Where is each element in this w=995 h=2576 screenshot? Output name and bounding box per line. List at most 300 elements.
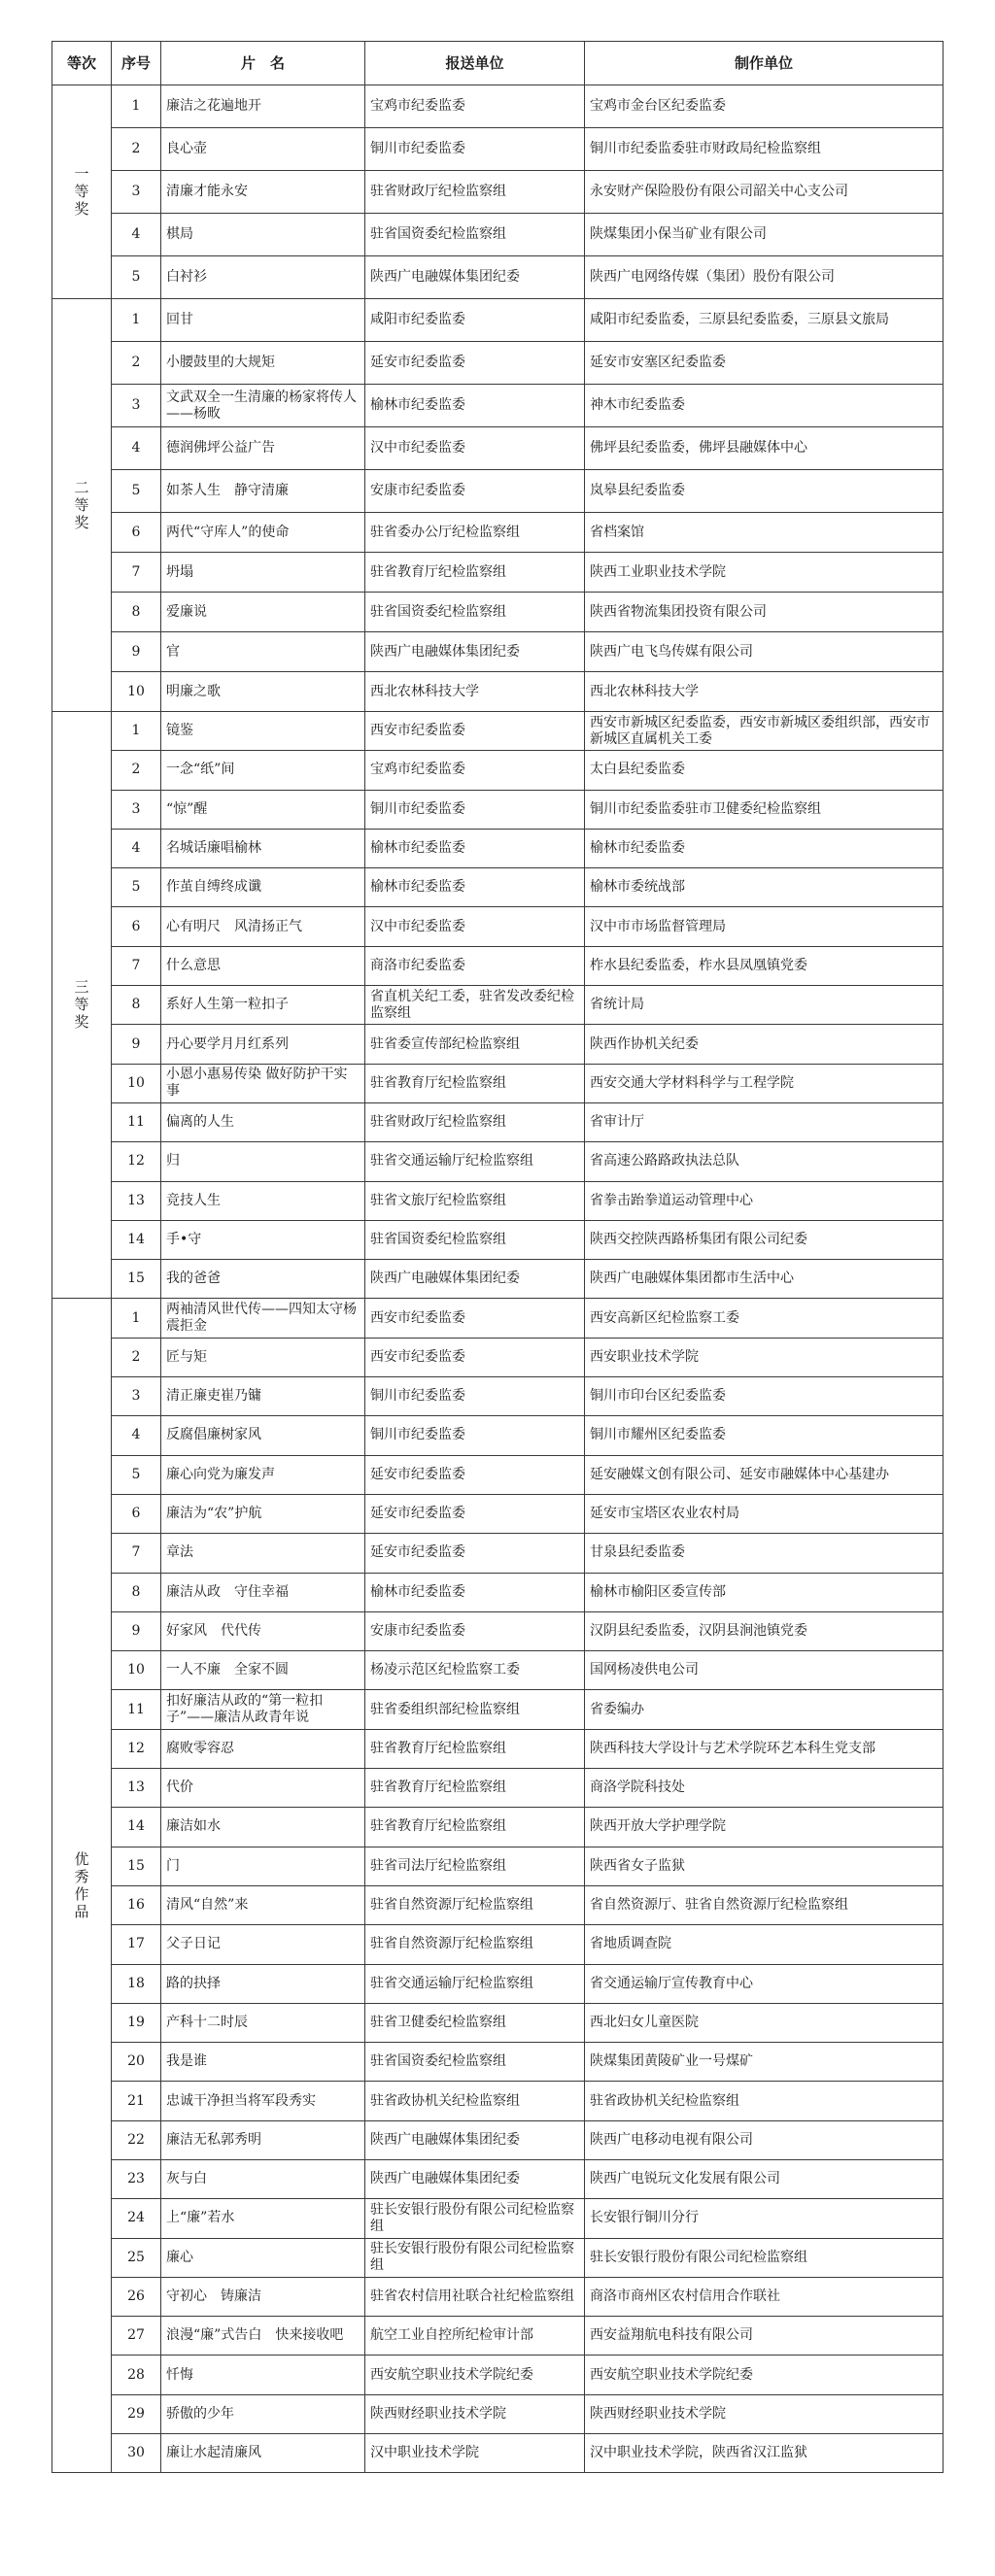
no-cell: 9 xyxy=(112,1611,161,1650)
table-row xyxy=(52,2003,944,2042)
producer-cell: 铜川市纪委监委驻市卫健委纪检监察组 xyxy=(585,790,944,829)
no-cell: 5 xyxy=(112,1455,161,1494)
title-cell: 偏离的人生 xyxy=(161,1102,365,1141)
title-cell: 廉洁无私郭秀明 xyxy=(161,2120,365,2159)
title-cell: 忠诚干净担当将军段秀实 xyxy=(161,2082,365,2120)
table-row xyxy=(52,907,944,946)
submitter-cell: 西北农林科技大学 xyxy=(365,672,585,712)
submitter-cell: 延安市纪委监委 xyxy=(365,1455,585,1494)
producer-cell: 陕西科技大学设计与艺术学院环艺本科生党支部 xyxy=(585,1729,944,1768)
no-cell: 6 xyxy=(112,907,161,946)
producer-cell: 永安财产保险股份有限公司韶关中心支公司 xyxy=(585,171,944,214)
producer-cell: 甘泉县纪委监委 xyxy=(585,1534,944,1573)
submitter-cell: 驻长安银行股份有限公司纪检监察组 xyxy=(365,2199,585,2238)
rank-label: 三等奖 xyxy=(74,978,89,1032)
table-row xyxy=(52,1651,944,1690)
title-cell: 我是谁 xyxy=(161,2043,365,2082)
table-row xyxy=(52,946,944,985)
submitter-cell: 驻省教育厅纪检监察组 xyxy=(365,1769,585,1808)
no-cell: 16 xyxy=(112,1885,161,1924)
no-cell: 15 xyxy=(112,1260,161,1299)
submitter-cell: 西安市纪委监委 xyxy=(365,712,585,751)
no-cell: 6 xyxy=(112,1494,161,1533)
producer-cell: 太白县纪委监委 xyxy=(585,751,944,790)
title-cell: 廉让水起清廉风 xyxy=(161,2434,365,2473)
producer-cell: 省拳击跆拳道运动管理中心 xyxy=(585,1181,944,1220)
submitter-cell: 驻省国资委纪检监察组 xyxy=(365,1220,585,1259)
submitter-cell: 汉中职业技术学院 xyxy=(365,2434,585,2473)
title-cell: 廉洁之花遍地开 xyxy=(161,85,365,128)
submitter-cell: 驻省教育厅纪检监察组 xyxy=(365,1729,585,1768)
producer-cell: 铜川市耀州区纪委监委 xyxy=(585,1416,944,1455)
no-cell: 5 xyxy=(112,470,161,513)
submitter-cell: 咸阳市纪委监委 xyxy=(365,299,585,342)
no-cell: 10 xyxy=(112,1064,161,1102)
title-cell: 良心壶 xyxy=(161,128,365,171)
producer-cell: 省高速公路路政执法总队 xyxy=(585,1142,944,1181)
submitter-cell: 驻省国资委纪检监察组 xyxy=(365,2043,585,2082)
producer-cell: 陕西广电移动电视有限公司 xyxy=(585,2120,944,2159)
table-row xyxy=(52,1377,944,1416)
submitter-cell: 驻省财政厅纪检监察组 xyxy=(365,1102,585,1141)
table-row xyxy=(52,2394,944,2433)
title-cell: 灰与白 xyxy=(161,2159,365,2198)
table-row xyxy=(52,1847,944,1885)
table-row xyxy=(52,513,944,553)
title-cell: 坍塌 xyxy=(161,553,365,593)
table-row xyxy=(52,751,944,790)
table-row xyxy=(52,1064,944,1102)
title-cell: 两代“守库人”的使命 xyxy=(161,513,365,553)
title-cell: 廉洁从政 守住幸福 xyxy=(161,1573,365,1611)
no-cell: 6 xyxy=(112,513,161,553)
producer-cell: 西安益翔航电科技有限公司 xyxy=(585,2317,944,2356)
table-row xyxy=(52,1494,944,1533)
no-cell: 9 xyxy=(112,632,161,672)
producer-cell: 陕煤集团小保当矿业有限公司 xyxy=(585,214,944,256)
table-row xyxy=(52,299,944,342)
table-row xyxy=(52,1102,944,1141)
submitter-cell: 陕西广电融媒体集团纪委 xyxy=(365,256,585,299)
submitter-cell: 榆林市纪委监委 xyxy=(365,1573,585,1611)
producer-cell: 西安航空职业技术学院纪委 xyxy=(585,2356,944,2394)
title-cell: 忏悔 xyxy=(161,2356,365,2394)
no-cell: 1 xyxy=(112,85,161,128)
submitter-cell: 西安市纪委监委 xyxy=(365,1299,585,1338)
no-cell: 8 xyxy=(112,593,161,632)
producer-cell: 陕西交控陕西路桥集团有限公司纪委 xyxy=(585,1220,944,1259)
submitter-cell: 驻省交通运输厅纪检监察组 xyxy=(365,1964,585,2003)
table-row xyxy=(52,171,944,214)
table-row xyxy=(52,2317,944,2356)
table-row xyxy=(52,2159,944,2198)
submitter-cell: 安康市纪委监委 xyxy=(365,1611,585,1650)
no-cell: 1 xyxy=(112,1299,161,1338)
title-cell: 作茧自缚终成谶 xyxy=(161,868,365,907)
table-row xyxy=(52,1769,944,1808)
submitter-cell: 西安市纪委监委 xyxy=(365,1338,585,1376)
no-cell: 8 xyxy=(112,986,161,1025)
submitter-cell: 延安市纪委监委 xyxy=(365,1494,585,1533)
submitter-cell: 驻省教育厅纪检监察组 xyxy=(365,1808,585,1847)
table-row xyxy=(52,712,944,751)
no-cell: 10 xyxy=(112,672,161,712)
header-producer: 制作单位 xyxy=(585,42,944,85)
submitter-cell: 宝鸡市纪委监委 xyxy=(365,85,585,128)
submitter-cell: 杨凌示范区纪检监察工委 xyxy=(365,1651,585,1690)
producer-cell: 岚皋县纪委监委 xyxy=(585,470,944,513)
no-cell: 7 xyxy=(112,553,161,593)
no-cell: 26 xyxy=(112,2277,161,2316)
submitter-cell: 驻省卫健委纪检监察组 xyxy=(365,2003,585,2042)
header-title: 片 名 xyxy=(161,42,365,85)
no-cell: 27 xyxy=(112,2317,161,2356)
title-cell: 清风“自然”来 xyxy=(161,1885,365,1924)
table-row xyxy=(52,85,944,128)
table-row xyxy=(52,1808,944,1847)
producer-cell: 宝鸡市金台区纪委监委 xyxy=(585,85,944,128)
title-cell: 文武双全一生清廉的杨家将传人——杨畋 xyxy=(161,385,365,427)
submitter-cell: 驻长安银行股份有限公司纪检监察组 xyxy=(365,2238,585,2277)
producer-cell: 商洛市商州区农村信用合作联社 xyxy=(585,2277,944,2316)
submitter-cell: 陕西广电融媒体集团纪委 xyxy=(365,1260,585,1299)
producer-cell: 省地质调查院 xyxy=(585,1925,944,1964)
no-cell: 18 xyxy=(112,1964,161,2003)
title-cell: 匠与矩 xyxy=(161,1338,365,1376)
submitter-cell: 驻省自然资源厅纪检监察组 xyxy=(365,1885,585,1924)
title-cell: 回甘 xyxy=(161,299,365,342)
submitter-cell: 铜川市纪委监委 xyxy=(365,790,585,829)
producer-cell: 西安高新区纪检监察工委 xyxy=(585,1299,944,1338)
header-row xyxy=(52,42,944,85)
submitter-cell: 驻省文旅厅纪检监察组 xyxy=(365,1181,585,1220)
awards-table xyxy=(51,41,944,2473)
table-row xyxy=(52,1729,944,1768)
title-cell: 什么意思 xyxy=(161,946,365,985)
submitter-cell: 驻省委宣传部纪检监察组 xyxy=(365,1025,585,1064)
submitter-cell: 驻省农村信用社联合社纪检监察组 xyxy=(365,2277,585,2316)
no-cell: 30 xyxy=(112,2434,161,2473)
title-cell: 骄傲的少年 xyxy=(161,2394,365,2433)
no-cell: 13 xyxy=(112,1181,161,1220)
table-row xyxy=(52,1925,944,1964)
no-cell: 3 xyxy=(112,1377,161,1416)
title-cell: 章法 xyxy=(161,1534,365,1573)
no-cell: 2 xyxy=(112,751,161,790)
header-rank: 等次 xyxy=(52,42,112,85)
no-cell: 1 xyxy=(112,299,161,342)
no-cell: 4 xyxy=(112,214,161,256)
title-cell: 手•守 xyxy=(161,1220,365,1259)
title-cell: 明廉之歌 xyxy=(161,672,365,712)
title-cell: 清廉才能永安 xyxy=(161,171,365,214)
title-cell: 系好人生第一粒扣子 xyxy=(161,986,365,1025)
awards-body xyxy=(52,85,944,2473)
no-cell: 5 xyxy=(112,256,161,299)
no-cell: 2 xyxy=(112,1338,161,1376)
no-cell: 5 xyxy=(112,868,161,907)
rank-group-cell xyxy=(52,712,112,1299)
table-row xyxy=(52,128,944,171)
no-cell: 7 xyxy=(112,1534,161,1573)
rank-group-cell xyxy=(52,1299,112,2473)
producer-cell: 陕西广电网络传媒（集团）股份有限公司 xyxy=(585,256,944,299)
submitter-cell: 陕西广电融媒体集团纪委 xyxy=(365,2159,585,2198)
submitter-cell: 驻省司法厅纪检监察组 xyxy=(365,1847,585,1885)
producer-cell: 驻长安银行股份有限公司纪检监察组 xyxy=(585,2238,944,2277)
header-submitter: 报送单位 xyxy=(365,42,585,85)
title-cell: 浪漫“廉”式告白 快来接收吧 xyxy=(161,2317,365,2356)
rank-group-cell xyxy=(52,299,112,712)
producer-cell: 省统计局 xyxy=(585,986,944,1025)
submitter-cell: 陕西广电融媒体集团纪委 xyxy=(365,2120,585,2159)
producer-cell: 西安职业技术学院 xyxy=(585,1338,944,1376)
title-cell: 白衬衫 xyxy=(161,256,365,299)
submitter-cell: 榆林市纪委监委 xyxy=(365,829,585,867)
table-row xyxy=(52,1573,944,1611)
submitter-cell: 驻省财政厅纪检监察组 xyxy=(365,171,585,214)
no-cell: 14 xyxy=(112,1808,161,1847)
producer-cell: 商洛学院科技处 xyxy=(585,1769,944,1808)
title-cell: 门 xyxy=(161,1847,365,1885)
producer-cell: 佛坪县纪委监委，佛坪县融媒体中心 xyxy=(585,427,944,470)
no-cell: 4 xyxy=(112,1416,161,1455)
producer-cell: 铜川市印台区纪委监委 xyxy=(585,1377,944,1416)
no-cell: 11 xyxy=(112,1690,161,1729)
no-cell: 12 xyxy=(112,1729,161,1768)
table-row xyxy=(52,1142,944,1181)
title-cell: 廉心向党为廉发声 xyxy=(161,1455,365,1494)
table-row xyxy=(52,2120,944,2159)
producer-cell: 驻省政协机关纪检监察组 xyxy=(585,2082,944,2120)
title-cell: 两袖清风世代传——四知太守杨震拒金 xyxy=(161,1299,365,1338)
table-row xyxy=(52,427,944,470)
table-row xyxy=(52,868,944,907)
no-cell: 2 xyxy=(112,342,161,385)
no-cell: 8 xyxy=(112,1573,161,1611)
title-cell: 父子日记 xyxy=(161,1925,365,1964)
no-cell: 2 xyxy=(112,128,161,171)
rank-group-cell xyxy=(52,85,112,299)
table-row xyxy=(52,2043,944,2082)
producer-cell: 咸阳市纪委监委，三原县纪委监委，三原县文旅局 xyxy=(585,299,944,342)
title-cell: 竞技人生 xyxy=(161,1181,365,1220)
no-cell: 23 xyxy=(112,2159,161,2198)
producer-cell: 陕西广电飞鸟传媒有限公司 xyxy=(585,632,944,672)
submitter-cell: 榆林市纪委监委 xyxy=(365,868,585,907)
table-row xyxy=(52,2238,944,2277)
producer-cell: 延安市安塞区纪委监委 xyxy=(585,342,944,385)
submitter-cell: 驻省国资委纪检监察组 xyxy=(365,214,585,256)
title-cell: 路的抉择 xyxy=(161,1964,365,2003)
submitter-cell: 驻省委组织部纪检监察组 xyxy=(365,1690,585,1729)
producer-cell: 省委编办 xyxy=(585,1690,944,1729)
title-cell: 廉心 xyxy=(161,2238,365,2277)
submitter-cell: 驻省国资委纪检监察组 xyxy=(365,593,585,632)
title-cell: “惊”醒 xyxy=(161,790,365,829)
submitter-cell: 延安市纪委监委 xyxy=(365,1534,585,1573)
title-cell: 我的爸爸 xyxy=(161,1260,365,1299)
title-cell: 廉洁如水 xyxy=(161,1808,365,1847)
table-row xyxy=(52,986,944,1025)
no-cell: 24 xyxy=(112,2199,161,2238)
producer-cell: 铜川市纪委监委驻市财政局纪检监察组 xyxy=(585,128,944,171)
submitter-cell: 西安航空职业技术学院纪委 xyxy=(365,2356,585,2394)
title-cell: 代价 xyxy=(161,1769,365,1808)
rank-label: 优秀作品 xyxy=(74,1849,89,1920)
submitter-cell: 铜川市纪委监委 xyxy=(365,1377,585,1416)
no-cell: 4 xyxy=(112,829,161,867)
producer-cell: 西北农林科技大学 xyxy=(585,672,944,712)
no-cell: 14 xyxy=(112,1220,161,1259)
table-row xyxy=(52,1455,944,1494)
title-cell: 名城话廉唱榆林 xyxy=(161,829,365,867)
title-cell: 归 xyxy=(161,1142,365,1181)
no-cell: 11 xyxy=(112,1102,161,1141)
no-cell: 20 xyxy=(112,2043,161,2082)
title-cell: 廉洁为“农”护航 xyxy=(161,1494,365,1533)
no-cell: 10 xyxy=(112,1651,161,1690)
no-cell: 7 xyxy=(112,946,161,985)
submitter-cell: 铜川市纪委监委 xyxy=(365,128,585,171)
table-row xyxy=(52,1181,944,1220)
producer-cell: 延安市宝塔区农业农村局 xyxy=(585,1494,944,1533)
no-cell: 19 xyxy=(112,2003,161,2042)
producer-cell: 榆林市委统战部 xyxy=(585,868,944,907)
title-cell: 一人不廉 全家不圆 xyxy=(161,1651,365,1690)
table-row xyxy=(52,672,944,712)
header-no: 序号 xyxy=(112,42,161,85)
table-row xyxy=(52,1299,944,1338)
title-cell: 爱廉说 xyxy=(161,593,365,632)
producer-cell: 陕西作协机关纪委 xyxy=(585,1025,944,1064)
submitter-cell: 航空工业自控所纪检审计部 xyxy=(365,2317,585,2356)
title-cell: 守初心 铸廉洁 xyxy=(161,2277,365,2316)
table-row xyxy=(52,342,944,385)
table-row xyxy=(52,1338,944,1376)
no-cell: 12 xyxy=(112,1142,161,1181)
table-row xyxy=(52,2356,944,2394)
title-cell: 官 xyxy=(161,632,365,672)
producer-cell: 陕煤集团黄陵矿业一号煤矿 xyxy=(585,2043,944,2082)
producer-cell: 陕西开放大学护理学院 xyxy=(585,1808,944,1847)
submitter-cell: 汉中市纪委监委 xyxy=(365,427,585,470)
title-cell: 棋局 xyxy=(161,214,365,256)
producer-cell: 长安银行铜川分行 xyxy=(585,2199,944,2238)
title-cell: 德润佛坪公益广告 xyxy=(161,427,365,470)
producer-cell: 陕西省女子监狱 xyxy=(585,1847,944,1885)
producer-cell: 国网杨凌供电公司 xyxy=(585,1651,944,1690)
no-cell: 3 xyxy=(112,385,161,427)
table-row xyxy=(52,385,944,427)
title-cell: 镜鉴 xyxy=(161,712,365,751)
no-cell: 3 xyxy=(112,171,161,214)
submitter-cell: 宝鸡市纪委监委 xyxy=(365,751,585,790)
title-cell: 腐败零容忍 xyxy=(161,1729,365,1768)
producer-cell: 西北妇女儿童医院 xyxy=(585,2003,944,2042)
title-cell: 扣好廉洁从政的“第一粒扣子”——廉洁从政青年说 xyxy=(161,1690,365,1729)
producer-cell: 西安交通大学材料科学与工程学院 xyxy=(585,1064,944,1102)
no-cell: 15 xyxy=(112,1847,161,1885)
table-row xyxy=(52,1534,944,1573)
producer-cell: 西安市新城区纪委监委，西安市新城区委组织部，西安市新城区直属机关工委 xyxy=(585,712,944,751)
table-row xyxy=(52,632,944,672)
title-cell: 好家风 代代传 xyxy=(161,1611,365,1650)
producer-cell: 汉中职业技术学院，陕西省汉江监狱 xyxy=(585,2434,944,2473)
submitter-cell: 安康市纪委监委 xyxy=(365,470,585,513)
submitter-cell: 榆林市纪委监委 xyxy=(365,385,585,427)
producer-cell: 省交通运输厅宣传教育中心 xyxy=(585,1964,944,2003)
submitter-cell: 驻省教育厅纪检监察组 xyxy=(365,1064,585,1102)
table-row xyxy=(52,1416,944,1455)
rank-label: 一等奖 xyxy=(74,165,89,218)
producer-cell: 省档案馆 xyxy=(585,513,944,553)
producer-cell: 陕西广电锐玩文化发展有限公司 xyxy=(585,2159,944,2198)
table-row xyxy=(52,553,944,593)
no-cell: 4 xyxy=(112,427,161,470)
submitter-cell: 铜川市纪委监委 xyxy=(365,1416,585,1455)
producer-cell: 陕西广电融媒体集团都市生活中心 xyxy=(585,1260,944,1299)
no-cell: 9 xyxy=(112,1025,161,1064)
title-cell: 小腰鼓里的大规矩 xyxy=(161,342,365,385)
title-cell: 丹心要学月月红系列 xyxy=(161,1025,365,1064)
title-cell: 清正廉吏崔乃镛 xyxy=(161,1377,365,1416)
title-cell: 如茶人生 静守清廉 xyxy=(161,470,365,513)
no-cell: 17 xyxy=(112,1925,161,1964)
producer-cell: 榆林市榆阳区委宣传部 xyxy=(585,1573,944,1611)
table-row xyxy=(52,2199,944,2238)
submitter-cell: 省直机关纪工委，驻省发改委纪检监察组 xyxy=(365,986,585,1025)
no-cell: 22 xyxy=(112,2120,161,2159)
no-cell: 25 xyxy=(112,2238,161,2277)
producer-cell: 汉中市市场监督管理局 xyxy=(585,907,944,946)
table-row xyxy=(52,256,944,299)
producer-cell: 省审计厅 xyxy=(585,1102,944,1141)
no-cell: 3 xyxy=(112,790,161,829)
table-row xyxy=(52,2277,944,2316)
producer-cell: 陕西省物流集团投资有限公司 xyxy=(585,593,944,632)
producer-cell: 陕西工业职业技术学院 xyxy=(585,553,944,593)
submitter-cell: 延安市纪委监委 xyxy=(365,342,585,385)
no-cell: 13 xyxy=(112,1769,161,1808)
table-row xyxy=(52,214,944,256)
table-row xyxy=(52,2082,944,2120)
title-cell: 一念“纸”间 xyxy=(161,751,365,790)
submitter-cell: 商洛市纪委监委 xyxy=(365,946,585,985)
table-row xyxy=(52,1025,944,1064)
table-row xyxy=(52,1260,944,1299)
title-cell: 小恩小惠易传染 做好防护干实事 xyxy=(161,1064,365,1102)
table-row xyxy=(52,1611,944,1650)
submitter-cell: 驻省委办公厅纪检监察组 xyxy=(365,513,585,553)
submitter-cell: 驻省交通运输厅纪检监察组 xyxy=(365,1142,585,1181)
table-row xyxy=(52,593,944,632)
title-cell: 心有明尺 风清扬正气 xyxy=(161,907,365,946)
no-cell: 28 xyxy=(112,2356,161,2394)
table-row xyxy=(52,2434,944,2473)
submitter-cell: 驻省教育厅纪检监察组 xyxy=(365,553,585,593)
producer-cell: 神木市纪委监委 xyxy=(585,385,944,427)
table-row xyxy=(52,470,944,513)
submitter-cell: 陕西广电融媒体集团纪委 xyxy=(365,632,585,672)
title-cell: 产科十二时辰 xyxy=(161,2003,365,2042)
producer-cell: 陕西财经职业技术学院 xyxy=(585,2394,944,2433)
no-cell: 1 xyxy=(112,712,161,751)
rank-label: 二等奖 xyxy=(74,478,89,531)
submitter-cell: 驻省政协机关纪检监察组 xyxy=(365,2082,585,2120)
table-row xyxy=(52,1220,944,1259)
producer-cell: 汉阴县纪委监委，汉阴县涧池镇党委 xyxy=(585,1611,944,1650)
